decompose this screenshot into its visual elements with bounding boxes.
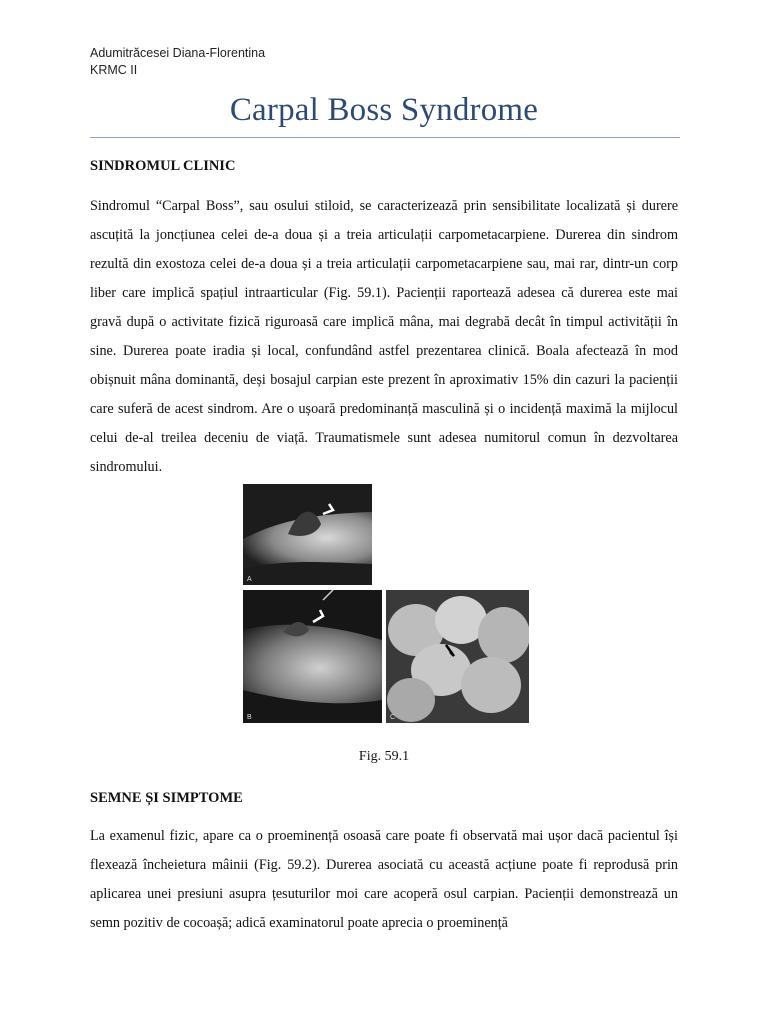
xray-panel-c [386,590,529,723]
author-group: KRMC II [90,63,138,77]
xray-panel-a [243,484,372,585]
paragraph-signs: La examenul fizic, apare ca o proeminență osoasă care poate fi observată mai ușor dacă pacientul își flexează încheietura mâinii (Fig. 59.2). Durerea asociată cu această acțiune poate fi reprodusă prin aplicarea unei presiuni asupra țesuturilor moi care acoperă osul carpian. Pacienții demonstrează un semn pozitiv de cocoașă; adică examinatorul poate aprecia o proeminență [90,828,678,931]
author-name: Adumitrăcesei Diana-Florentina [90,46,266,60]
panel-letter-c: C [390,714,396,721]
panel-letter-b: B [247,714,252,721]
xray-panel-b [243,590,382,723]
section-heading-clinical: SINDROMUL CLINIC [90,158,236,174]
figure-caption: Fig. 59.1 [358,749,410,764]
document-title: Carpal Boss Syndrome [229,92,539,128]
title-underline [90,137,680,138]
paragraph-clinical: Sindromul “Carpal Boss”, sau osului stiloid, se caracterizează prin sensibilitate localizată și durere ascuțită la joncțiunea celei de-a doua și a treia articulații carpometacarpiene. Durerea din sindrom rezultă din exostoza celei de-a doua și a treia articulații carpometacarpiene sau, mai rar, dintr-un corp liber care implică spațiul intraarticular (Fig. 59.1). Pacienții raportează adesea că durerea este mai gravă după o activitate fizică riguroasă care implică mâna, mai degrabă decât în timpul activității în sine. Durerea poate iradia și local, confundând astfel prezentarea clinică. Boala afectează în mod obișnuit mâna dominantă, deși bosajul carpian este prezent în aproximativ 15% din cazuri la pacienții care suferă de acest sindrom. Are o ușoară predominanță masculină și o incidență maximă la mijlocul celui de-al treilea deceniu de viață. Traumatismele sunt adesea numitorul comun în dezvoltarea sindromului. [90,198,678,475]
section-heading-signs: SEMNE ȘI SIMPTOME [90,790,243,806]
header-block [90,45,265,79]
panel-letter-a: A [247,576,252,583]
